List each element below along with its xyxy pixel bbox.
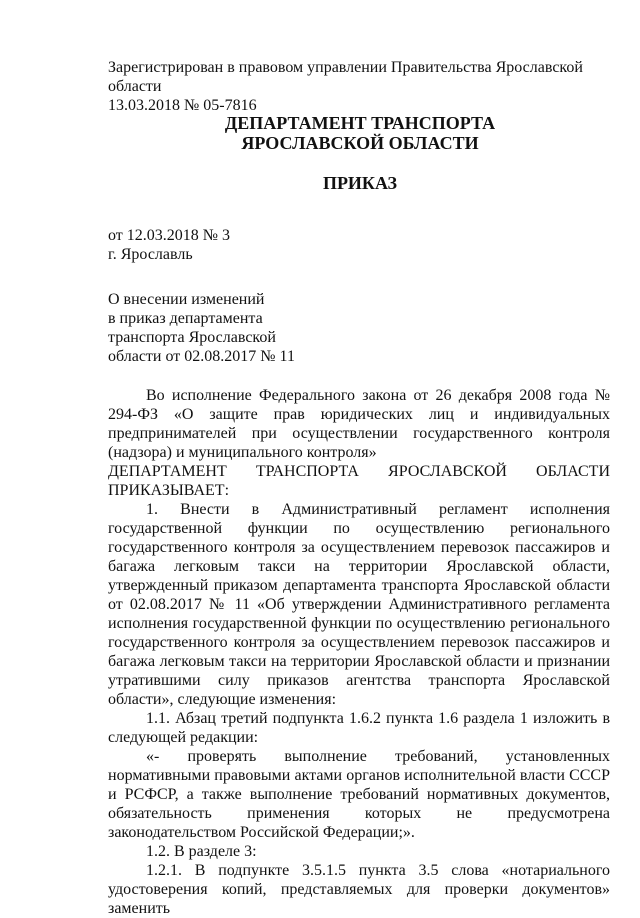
preamble-paragraph: Во исполнение Федерального закона от 26 декабря 2008 года № 294-ФЗ «О защите прав юридических лиц и индивидуальных предпринимателей при осуществлении государственного контроля (надзора) и муниципального контроля»: [108, 387, 610, 461]
date-number: от 12.03.2018 № 3: [108, 227, 231, 244]
subject-line: области от 02.08.2017 № 11: [108, 348, 295, 365]
department-title-line1: ДЕПАРТАМЕНТ ТРАНСПОРТА: [224, 113, 496, 133]
registration-number: 13.03.2018 № 05-7816: [108, 97, 257, 114]
registration-line: Зарегистрирован в правовом управлении Правительства Ярославской области: [108, 59, 583, 95]
orders-word: ТРАНСПОРТА: [255, 463, 359, 480]
orders-heading: [108, 462, 610, 481]
clause-1-2-1: 1.2.1. В подпункте 3.5.1.5 пункта 3.5 слова «нотариального удостоверения копий, представляемых для проверки документов» заменить: [108, 862, 610, 917]
document-meta: [108, 226, 230, 264]
city: г. Ярославль: [108, 246, 193, 263]
clause-1-1: 1.1. Абзац третий подпункта 1.6.2 пункта 1.6 раздела 1 изложить в следующей редакции:: [108, 710, 610, 746]
orders-word: ДЕПАРТАМЕНТ: [108, 463, 227, 480]
document-type: ПРИКАЗ: [322, 173, 398, 193]
orders-word-final: ПРИКАЗЫВАЕТ:: [108, 482, 230, 499]
clause-quote: «- проверять выполнение требований, установленных нормативными правовыми актами органов исполнительной власти СССР и РСФСР, а также выполнение требований нормативных документов, обязательность применения которых не предусмотрена законодательством Российской Федерации;».: [108, 748, 610, 841]
orders-word: ОБЛАСТИ: [536, 463, 610, 480]
document-subject: [108, 290, 308, 366]
clause-1-2: 1.2. В разделе 3:: [146, 843, 257, 860]
clause-1: 1. Внести в Административный регламент исполнения государственной функции по осуществлению регионального государственного контроля за осуществлением перевозок пассажиров и багажа легковым такси на территории Ярославской области, утвержденный приказом департамента транспорта Ярославской области от 02.08.2017 № 11 «Об утверждении Административного регламента исполнения государственной функции по осуществлению регионального государственного контроля за осуществлением перевозок пассажиров и багажа легковым такси на территории Ярославской области и признании утратившими силу приказов агентства транспорта Ярославской области», следующие изменения:: [108, 501, 610, 708]
document-body: [108, 386, 610, 918]
registration-note: [108, 58, 618, 115]
subject-line: транспорта Ярославской: [108, 329, 276, 346]
subject-line: в приказ департамента: [108, 310, 263, 327]
department-title: [60, 113, 640, 153]
subject-line: О внесении изменений: [108, 291, 265, 308]
department-title-line2: ЯРОСЛАВСКОЙ ОБЛАСТИ: [241, 133, 479, 153]
orders-word: ЯРОСЛАВСКОЙ: [388, 463, 507, 480]
